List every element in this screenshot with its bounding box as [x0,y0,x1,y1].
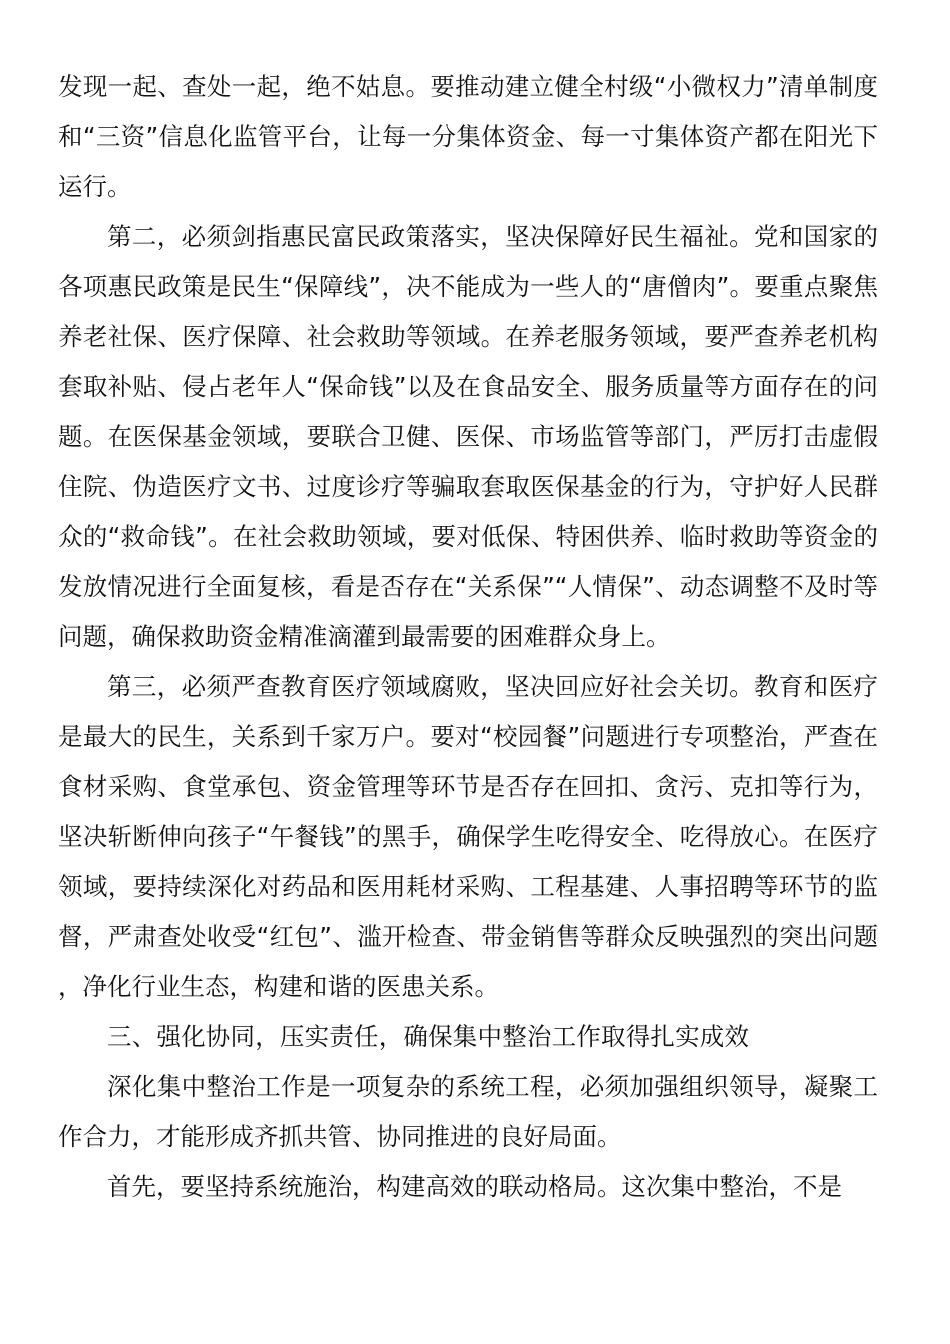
section-heading-three: 三、强化协同，压实责任，确保集中整治工作取得扎实成效 [107,1022,750,1051]
paragraph-first-measure: 首先，要坚持系统施治，构建高效的联动格局。这次集中整治，不是 [107,1172,842,1201]
document-page [58,62,878,1212]
paragraph-third-point: 第三，必须严查教育医疗领域腐败，坚决回应好社会关切。教育和医疗是最大的民生，关系到千家万户。要对“校园餐”问题进行专项整治，严查在食材采购、食堂承包、资金管理等环节是否存在回扣、贪污、克扣等行为，坚决斩断伸向孩子“午餐钱”的黑手，确保学生吃得安全、吃得放心。在医疗领域，要持续深化对药品和医用耗材采购、工程基建、人事招聘等环节的监督，严肃查处收受“红包”、滥开检查、带金销售等群众反映强烈的突出问题，净化行业生态，构建和谐的医患关系。 [58,672,878,1001]
paragraph-second-point: 第二，必须剑指惠民富民政策落实，坚决保障好民生福祉。党和国家的各项惠民政策是民生“保障线”，决不能成为一些人的“唐僧肉”。要重点聚焦养老社保、医疗保障、社会救助等领域。在养老服务领域，要严查养老机构套取补贴、侵占老年人“保命钱”以及在食品安全、服务质量等方面存在的问题。在医保基金领域，要联合卫健、医保、市场监管等部门，严厉打击虚假住院、伪造医疗文书、过度诊疗等骗取套取医保基金的行为，守护好人民群众的“救命钱”。在社会救助领域，要对低保、特困供养、临时救助等资金的发放情况进行全面复核，看是否存在“关系保”“人情保”、动态调整不及时等问题，确保救助资金精准滴灌到最需要的困难群众身上。 [58,222,878,651]
paragraph-section-intro: 深化集中整治工作是一项复杂的系统工程，必须加强组织领导，凝聚工作合力，才能形成齐抓共管、协同推进的良好局面。 [58,1072,878,1151]
paragraph-continuation: 发现一起、查处一起，绝不姑息。要推动建立健全村级“小微权力”清单制度和“三资”信息化监管平台，让每一分集体资金、每一寸集体资产都在阳光下运行。 [58,72,878,201]
